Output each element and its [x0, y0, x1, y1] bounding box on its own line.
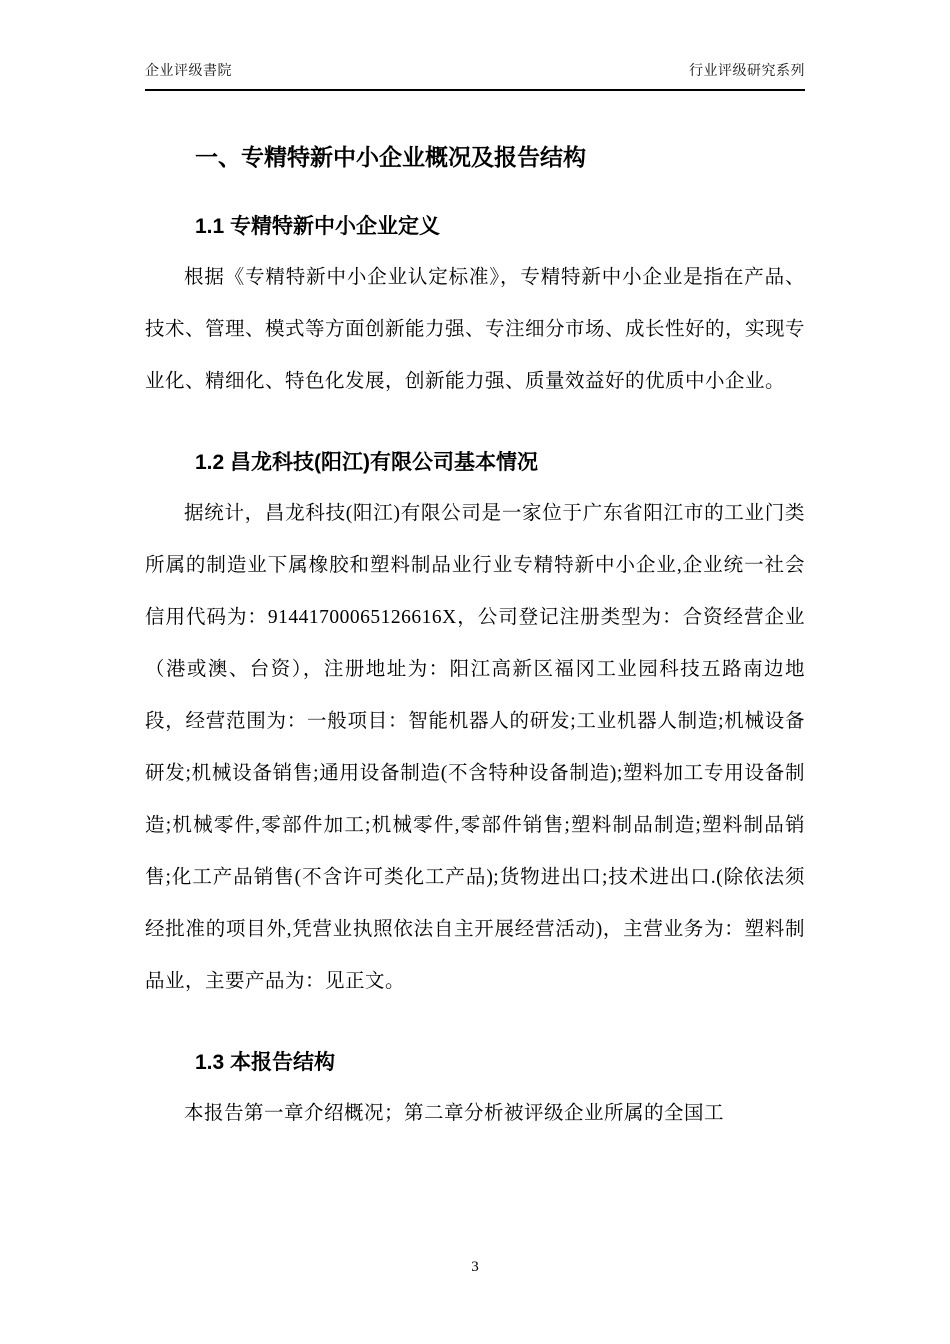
section-heading-1-3: 1.3 本报告结构 — [195, 1050, 336, 1074]
document-header — [145, 60, 805, 91]
section-heading-1-1: 1.1 专精特新中小企业定义 — [195, 214, 441, 238]
paragraph-definition: 根据《专精特新中小企业认定标准》，专精特新中小企业是指在产品、技术、管理、模式等方面创新能力强、专注细分市场、成长性好的，实现专业化、精细化、特色化发展，创新能力强、质量效益好的优质中小企业。 — [145, 266, 806, 392]
main-heading: 一、专精特新中小企业概况及报告结构 — [195, 144, 586, 170]
section-heading-1-2: 1.2 昌龙科技(阳江)有限公司基本情况 — [195, 450, 539, 474]
paragraph-company-basic-info: 据统计，昌龙科技(阳江)有限公司是一家位于广东省阳江市的工业门类所属的制造业下属橡胶和塑料制品业行业专精特新中小企业,企业统一社会信用代码为：91441700065126616X，公司登记注册类型为：合资经营企业（港或澳、台资），注册地址为：阳江高新区福冈工业园科技五路南边地段，经营范围为：一般项目：智能机器人的研发;工业机器人制造;机械设备研发;机械设备销售;通用设备制造(不含特种设备制造);塑料加工专用设备制造;机械零件,零部件加工;机械零件,零部件销售;塑料制品制造;塑料制品销售;化工产品销售(不含许可类化工产品);货物进出口;技术进出口.(除依法须经批准的项目外,凭营业执照依法自主开展经营活动)，主营业务为：塑料制品业，主要产品为：见正文。 — [145, 502, 805, 992]
header-right-text: 行业评级研究系列 — [689, 64, 805, 79]
document-body — [145, 130, 805, 1140]
paragraph-report-structure: 本报告第一章介绍概况；第二章分析被评级企业所属的全国工 — [184, 1103, 725, 1125]
header-left-text: 企业评级書院 — [145, 64, 232, 79]
page-number: 3 — [471, 1259, 479, 1275]
document-footer — [0, 1259, 950, 1276]
